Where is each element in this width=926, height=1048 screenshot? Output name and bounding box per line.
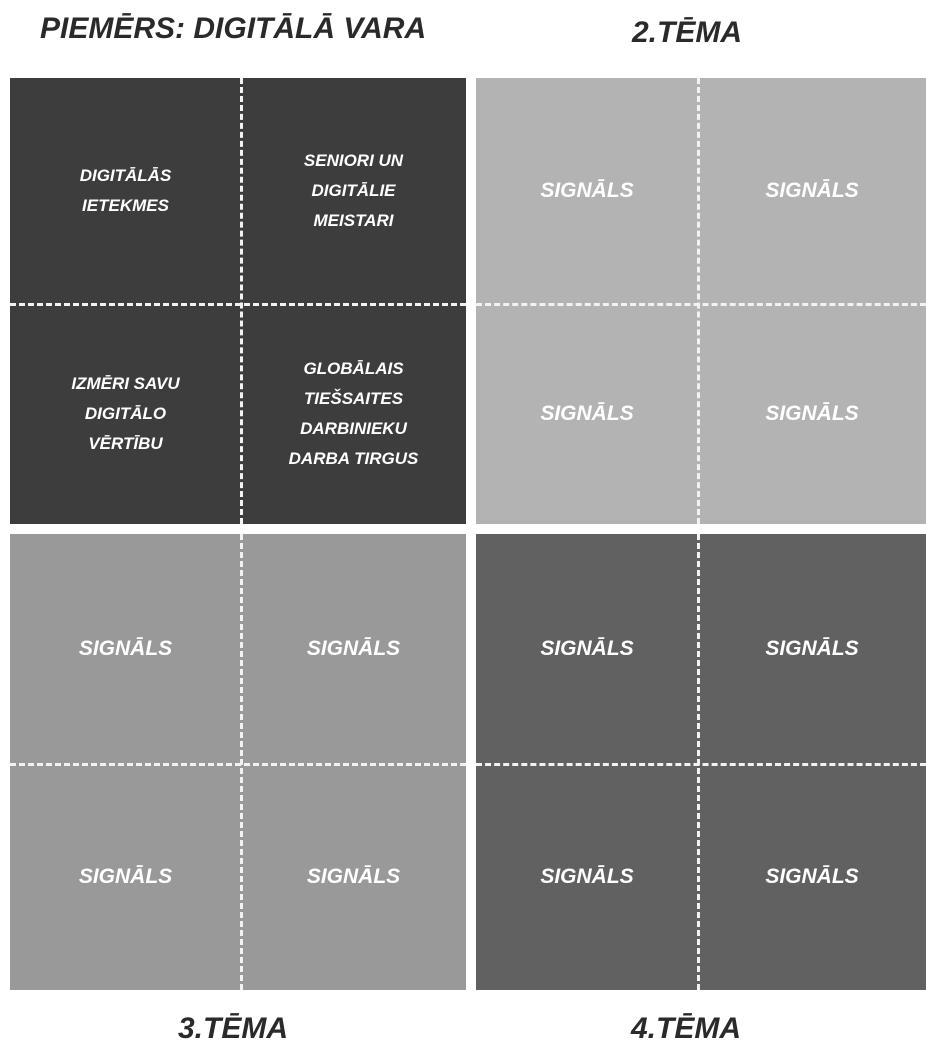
- theme-3-cell-4: [241, 763, 466, 990]
- theme-4-cell-4: [698, 763, 926, 990]
- theme-3-cell-1: [10, 534, 241, 763]
- example-cell-4-label: GLOBĀLAIS TIEŠSAITES DARBINIEKU DARBA TIRGUS: [288, 358, 419, 468]
- example-cell-1-label: DIGITĀLĀS IETEKMES: [79, 165, 172, 215]
- theme-4-cell-3: [476, 763, 698, 990]
- signal-label: SIGNĀLS: [306, 865, 401, 888]
- signal-label: SIGNĀLS: [540, 179, 634, 202]
- theme-3-cell-3: [10, 763, 241, 990]
- signal-label: SIGNĀLS: [540, 402, 634, 425]
- theme-4-cell-2: [698, 534, 926, 763]
- example-cell-1: [10, 78, 241, 303]
- theme-2-heading: 2.TĒMA: [632, 16, 743, 49]
- quadrant-theme-3: [10, 534, 466, 990]
- example-heading: PIEMĒRS: DIGITĀLĀ VARA: [40, 12, 427, 45]
- signal-label: SIGNĀLS: [765, 179, 859, 202]
- theme-2-cell-1: [476, 78, 698, 303]
- example-cell-3: [10, 303, 241, 524]
- signal-label: SIGNĀLS: [306, 637, 401, 660]
- quadrant-theme-2: [476, 78, 926, 524]
- theme-3-cell-2: [241, 534, 466, 763]
- theme-4-heading: 4.TĒMA: [631, 1012, 742, 1045]
- signal-label: SIGNĀLS: [765, 637, 859, 660]
- example-cell-2-label: SENIORI UN DIGITĀLIE MEISTARI: [303, 150, 404, 230]
- signal-label: SIGNĀLS: [540, 865, 634, 888]
- theme-2-cell-2: [698, 78, 926, 303]
- signal-label: SIGNĀLS: [765, 402, 859, 425]
- example-cell-3-label: IZMĒRI SAVU DIGITĀLO VĒRTĪBU: [71, 373, 180, 453]
- signal-label: SIGNĀLS: [765, 865, 859, 888]
- quadrant-example: [10, 78, 466, 524]
- example-cell-2: [241, 78, 466, 303]
- example-cell-4: [241, 303, 466, 524]
- theme-2-cell-4: [698, 303, 926, 524]
- theme-3-heading: 3.TĒMA: [178, 1012, 289, 1045]
- signal-label: SIGNĀLS: [78, 637, 173, 660]
- quadrant-theme-4: [476, 534, 926, 990]
- theme-2-cell-3: [476, 303, 698, 524]
- signal-label: SIGNĀLS: [540, 637, 634, 660]
- signal-label: SIGNĀLS: [78, 865, 173, 888]
- theme-4-cell-1: [476, 534, 698, 763]
